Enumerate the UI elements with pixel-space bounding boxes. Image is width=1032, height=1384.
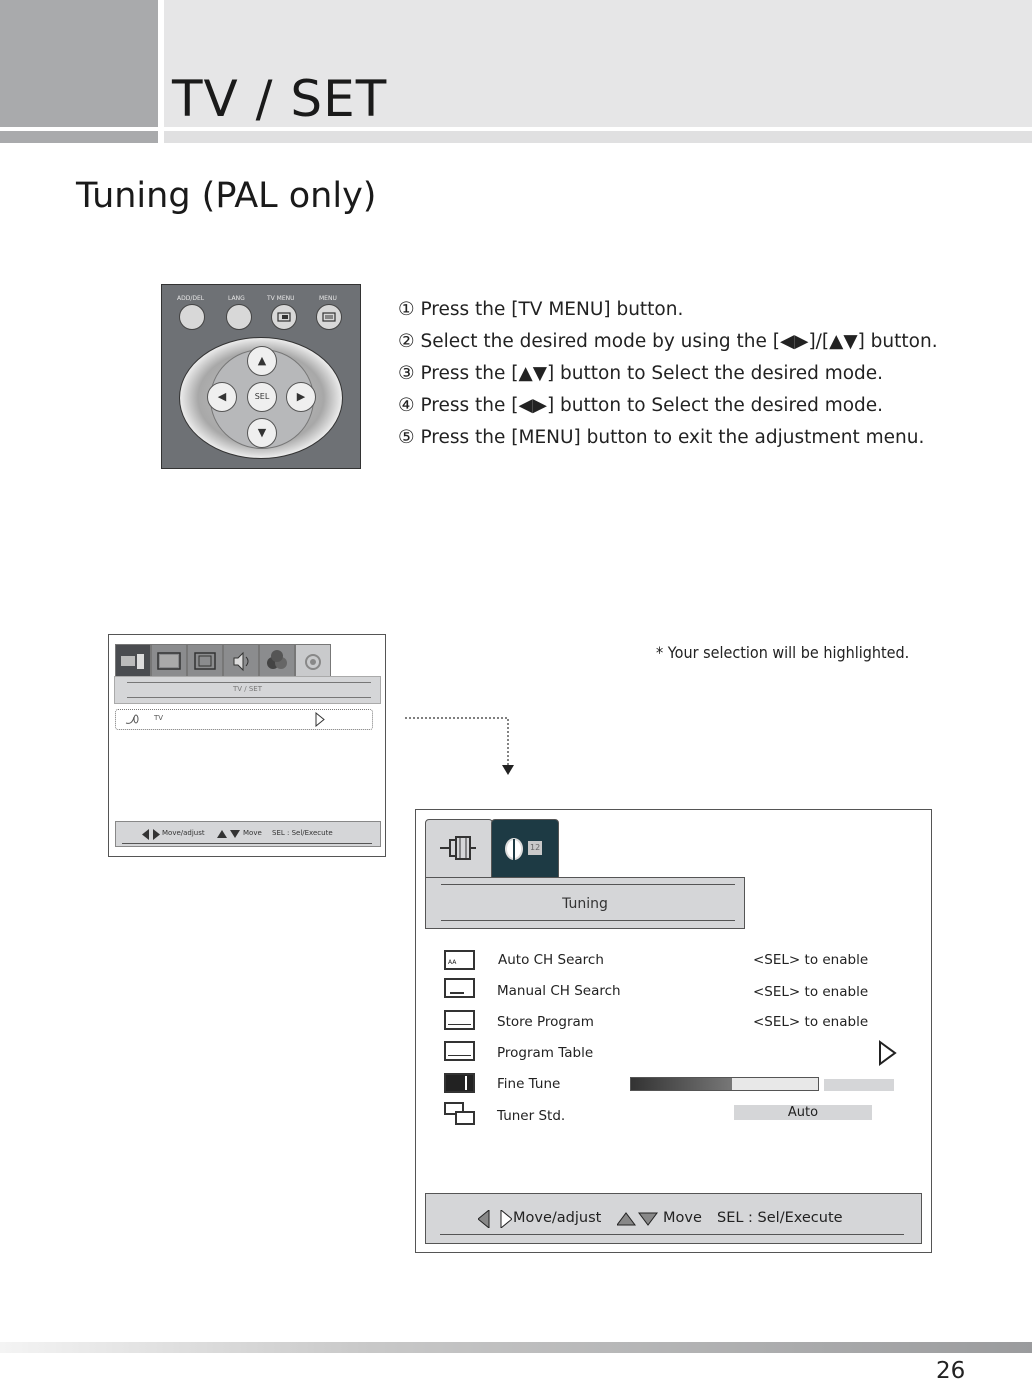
antenna-icon <box>124 712 140 726</box>
sm-row-label: TV <box>154 714 164 722</box>
sm-footer-sel: SEL : Sel/Execute <box>272 829 333 837</box>
sm-row-tv <box>115 709 373 730</box>
bm-footer <box>425 1193 922 1244</box>
page-number: 26 <box>936 1358 966 1384</box>
fine-tune-value-box <box>824 1079 894 1091</box>
sm-footer-move-adjust: Move/adjust <box>162 829 205 837</box>
menu-item-label: Store Program <box>497 1014 594 1030</box>
bm-footer-sel: SEL : Sel/Execute <box>717 1210 843 1226</box>
menu-item-label: Program Table <box>497 1045 594 1061</box>
step-3: ③ Press the [▲▼] button to Select the desired mode. <box>398 363 884 384</box>
up-down-arrows-icon <box>617 1212 659 1226</box>
instruction-list <box>398 296 938 456</box>
remote-control-image <box>161 284 361 469</box>
header-rule-right <box>164 131 1032 143</box>
connector-arrow <box>400 712 520 782</box>
fine-tune-slider[interactable] <box>630 1077 819 1091</box>
step-5: ⑤ Press the [MENU] button to exit the adjustment menu. <box>398 427 925 448</box>
table-icon <box>444 1041 475 1061</box>
tv-menu-icon <box>272 305 296 329</box>
tuner-std-value[interactable]: Auto <box>734 1105 872 1120</box>
tv-set-icon <box>116 645 150 678</box>
menu-item-value: <SEL> to enable <box>753 1014 869 1030</box>
menu-item-fine-tune[interactable] <box>416 1071 931 1095</box>
sm-header-rule <box>127 682 371 683</box>
remote-label-menu: MENU <box>319 295 337 302</box>
step-4: ④ Press the [◀▶] button to Select the desired mode. <box>398 395 884 416</box>
left-right-arrows-icon <box>478 1210 512 1228</box>
remote-dpad <box>179 337 343 459</box>
up-down-arrows-icon <box>217 829 241 839</box>
menu-item-value: <SEL> to enable <box>753 984 869 1000</box>
connector-icon <box>426 820 492 878</box>
sel-button: SEL <box>247 382 277 412</box>
section-title: Tuning (PAL only) <box>76 176 377 216</box>
remote-label-lang: LANG <box>228 295 245 302</box>
right-pointer-icon <box>314 712 326 727</box>
menu-item-tuner-std[interactable] <box>416 1102 931 1128</box>
menu-item-label: Auto CH Search <box>498 952 604 968</box>
left-arrow-icon: ◀ <box>207 382 237 412</box>
sm-header <box>114 676 381 704</box>
sm-footer-rule <box>122 843 372 844</box>
sm-header-title: TV / SET <box>232 685 262 693</box>
menu-item-label: Fine Tune <box>497 1076 561 1092</box>
sm-tab-setup <box>295 644 331 679</box>
sm-footer <box>115 821 381 847</box>
color-icon <box>260 645 294 678</box>
remote-lang-button <box>226 304 252 330</box>
setup-icon <box>296 645 330 678</box>
sm-footer-move: Move <box>243 829 262 837</box>
screen-icon <box>152 645 186 678</box>
left-right-arrows-icon <box>142 829 160 840</box>
fine-tune-fill <box>631 1078 732 1090</box>
picture-icon <box>188 645 222 678</box>
remote-tv-menu-button <box>271 304 297 330</box>
right-arrow-icon: ▶ <box>286 382 316 412</box>
menu-item-value: <SEL> to enable <box>753 952 869 968</box>
right-pointer-icon <box>878 1040 898 1066</box>
menu-item-label: Tuner Std. <box>497 1108 566 1124</box>
menu-item-store-program[interactable] <box>416 1009 931 1033</box>
remote-menu-button <box>316 304 342 330</box>
bm-footer-move-adjust: Move/adjust <box>513 1210 602 1226</box>
bm-footer-rule <box>440 1234 904 1235</box>
tab-badge: 12 <box>530 843 541 852</box>
bm-header-rule <box>441 920 735 921</box>
small-osd-menu <box>108 634 386 857</box>
menu-icon <box>317 305 341 329</box>
down-arrow-icon: ▼ <box>247 418 277 448</box>
tuning-osd-menu <box>415 809 932 1253</box>
speaker-icon <box>224 645 258 678</box>
menu-item-auto-ch-search[interactable] <box>416 948 931 972</box>
remote-add-del-button <box>179 304 205 330</box>
menu-item-manual-ch-search[interactable] <box>416 978 931 1002</box>
store-icon <box>444 1010 475 1030</box>
footer-bar <box>0 1342 1032 1353</box>
sm-tab-screen <box>151 644 187 679</box>
page-title: TV / SET <box>172 70 388 128</box>
step-1: ① Press the [TV MENU] button. <box>398 299 684 320</box>
bm-header-rule <box>441 884 735 885</box>
step-2: ② Select the desired mode by using the [◀▶]/[▲▼] button. <box>398 331 938 352</box>
menu-item-label: Manual CH Search <box>497 983 621 999</box>
auto-search-icon: AA <box>444 950 475 970</box>
sm-tab-picture <box>187 644 223 679</box>
remote-label-tv-menu: TV MENU <box>267 295 295 302</box>
manual-search-icon <box>444 978 475 998</box>
bm-footer-move: Move <box>663 1210 702 1226</box>
sm-tab-sound <box>223 644 259 679</box>
menu-item-program-table[interactable] <box>416 1040 931 1066</box>
bm-header <box>425 877 745 929</box>
fine-tune-icon <box>444 1073 475 1093</box>
antenna-icon <box>492 820 558 878</box>
bm-tab-antenna <box>491 819 559 879</box>
tuner-std-icon <box>444 1102 478 1126</box>
bm-header-title: Tuning <box>562 896 608 912</box>
sm-tab-color <box>259 644 295 679</box>
header-block <box>0 0 158 127</box>
header-rule-left <box>0 131 158 143</box>
remote-label-add-del: ADD/DEL <box>177 295 205 302</box>
sm-header-rule <box>127 697 371 698</box>
bm-tab-connector <box>425 819 493 879</box>
highlight-note: * Your selection will be highlighted. <box>656 643 910 662</box>
sm-tab-tvset <box>115 644 151 679</box>
up-arrow-icon: ▲ <box>247 346 277 376</box>
